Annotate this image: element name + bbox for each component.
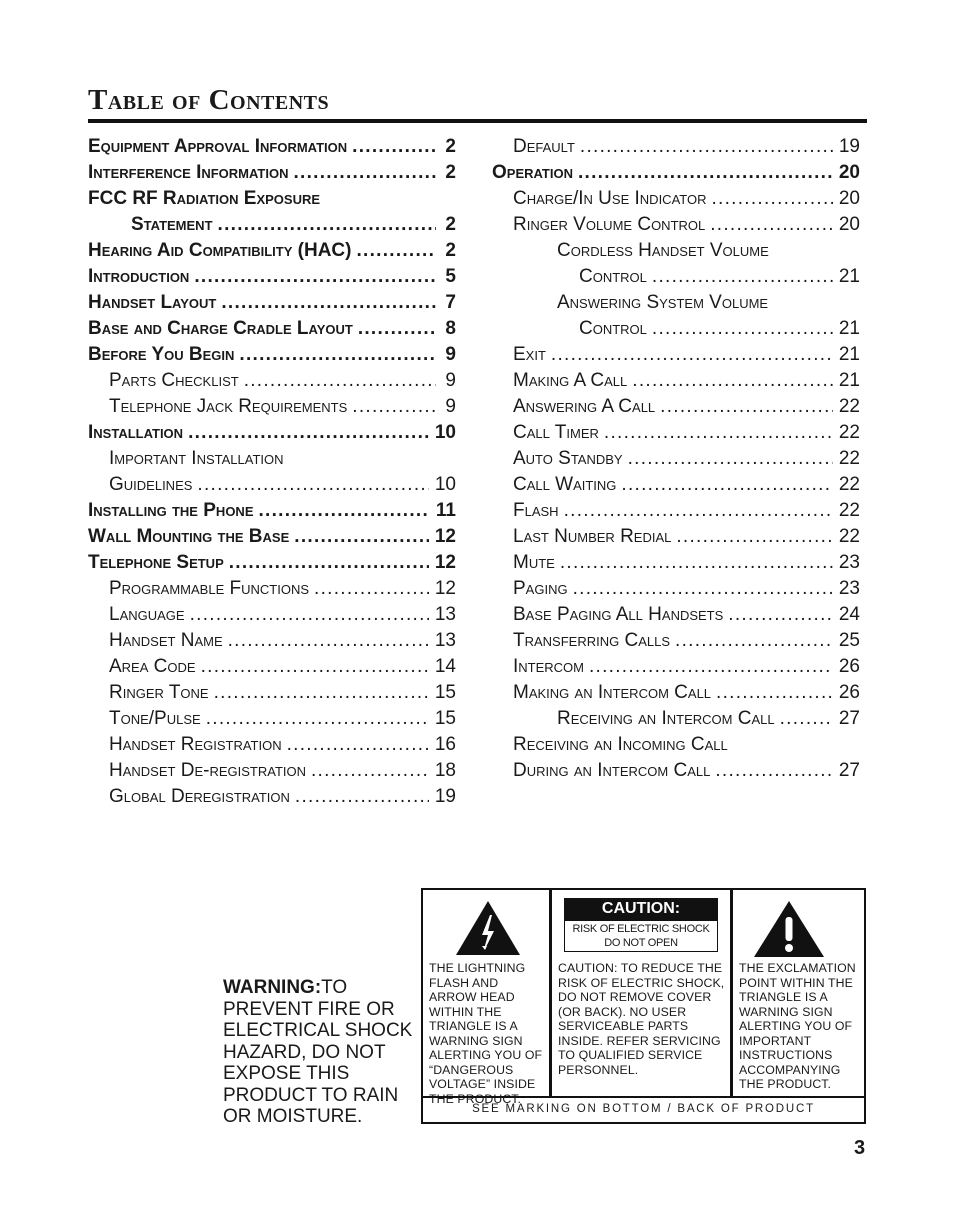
toc-entry-label: Handset Name <box>109 630 223 651</box>
toc-entry-page: 22 <box>838 500 860 521</box>
toc-entry-page: 26 <box>838 682 860 703</box>
toc-entry <box>492 576 860 602</box>
toc-entry-page: 19 <box>434 786 456 807</box>
toc-leader-dots <box>221 290 436 316</box>
toc-entry <box>88 602 456 628</box>
toc-entry-label: Answering System Volume <box>557 292 769 313</box>
toc-entry-page: 21 <box>838 266 860 287</box>
toc-entry-page: 12 <box>434 526 456 547</box>
toc-entry <box>492 706 860 732</box>
toc-entry-label: Making A Call <box>513 370 628 391</box>
toc-entry-label: Ringer Tone <box>109 682 209 703</box>
toc-entry-label: Hearing Aid Compatibility (HAC) <box>88 240 352 261</box>
toc-entry-label: Telephone Setup <box>88 552 224 573</box>
page-number: 3 <box>854 1137 866 1159</box>
toc-entry-label: Transferring Calls <box>513 630 671 651</box>
toc-leader-dots <box>728 602 833 628</box>
toc-entry <box>88 316 456 342</box>
toc-entry <box>88 628 456 654</box>
toc-entry-label: Charge/In Use Indicator <box>513 188 707 209</box>
toc-leader-dots <box>652 316 833 342</box>
toc-entry-page: 11 <box>435 500 456 521</box>
toc-leader-dots <box>206 706 429 732</box>
toc-entry-label: Equipment Approval Information <box>88 136 348 157</box>
caution-banner: CAUTION: <box>564 898 718 920</box>
toc-entry <box>492 550 860 576</box>
toc-entry-label: Receiving an Incoming Call <box>513 734 728 755</box>
toc-leader-dots <box>294 524 429 550</box>
caution-sub-line-2: DO NOT OPEN <box>604 937 678 949</box>
toc-entry-label: Ringer Volume Control <box>513 214 706 235</box>
toc-entry-page: 8 <box>445 318 456 339</box>
toc-entry-page: 27 <box>838 708 860 729</box>
toc-entry <box>492 732 860 758</box>
toc-leader-dots <box>352 394 436 420</box>
toc-entry <box>492 134 860 160</box>
toc-entry <box>492 160 860 186</box>
toc-leader-dots <box>652 264 833 290</box>
toc-entry-label: Installation <box>88 422 184 443</box>
toc-leader-dots <box>604 420 833 446</box>
toc-entry-page: 10 <box>434 422 456 443</box>
toc-entry <box>88 446 456 472</box>
toc-entry-label: Last Number Redial <box>513 526 672 547</box>
toc-entry <box>492 498 860 524</box>
toc-entry-label: Mute <box>513 552 555 573</box>
toc-entry-page: 9 <box>445 396 456 417</box>
toc-entry-label: During an Intercom Call <box>513 760 711 781</box>
toc-entry-label: Base and Charge Cradle Layout <box>88 318 353 339</box>
toc-entry-label: Parts Checklist <box>109 370 239 391</box>
toc-leader-dots <box>621 472 832 498</box>
toc-entry-page: 13 <box>434 630 456 651</box>
toc-leader-dots <box>214 680 429 706</box>
toc-entry <box>492 342 860 368</box>
toc-entry-page: 26 <box>838 656 860 677</box>
toc-entry-label: Receiving an Intercom Call <box>557 708 775 729</box>
toc-leader-dots <box>314 576 429 602</box>
toc-leader-dots <box>712 186 833 212</box>
toc-leader-dots <box>228 628 429 654</box>
toc-entry-label: Programmable Functions <box>109 578 310 599</box>
toc-entry <box>492 316 860 342</box>
toc-entry-label: Answering A Call <box>513 396 656 417</box>
toc-entry-label: Interference Information <box>88 162 289 183</box>
toc-entry-label: Area Code <box>109 656 196 677</box>
toc-leader-dots <box>201 654 429 680</box>
toc-entry-page: 20 <box>838 188 860 209</box>
toc-entry <box>88 576 456 602</box>
toc-entry <box>88 264 456 290</box>
lightning-text: THE LIGHTNING FLASH AND ARROW HEAD WITHIN THE TRIANGLE IS A WARNING SIGN ALERTING YOU OF “DANGEROUS VOLTAGE” INSIDE THE PRODUCT. <box>429 961 543 1106</box>
toc-entry <box>492 472 860 498</box>
toc-entry <box>88 472 456 498</box>
caution-cell <box>552 890 733 1096</box>
toc-entry-label: Flash <box>513 500 559 521</box>
toc-entry-page: 10 <box>434 474 456 495</box>
toc-entry-label: Base Paging All Handsets <box>513 604 724 625</box>
toc-entry-page: 22 <box>838 474 860 495</box>
toc-right-column <box>492 134 860 784</box>
toc-entry <box>88 212 456 238</box>
toc-entry-label: Telephone Jack Requirements <box>109 396 348 417</box>
toc-entry-page: 23 <box>838 578 860 599</box>
toc-leader-dots <box>188 420 429 446</box>
toc-entry-label: Handset De-registration <box>109 760 306 781</box>
toc-leader-dots <box>218 212 436 238</box>
toc-entry-page: 2 <box>445 136 456 157</box>
toc-entry <box>492 602 860 628</box>
toc-entry-label: Exit <box>513 344 546 365</box>
toc-leader-dots <box>356 238 436 264</box>
toc-entry-label: Language <box>109 604 185 625</box>
toc-entry-page: 22 <box>838 448 860 469</box>
toc-entry-label: Wall Mounting the Base <box>88 526 290 547</box>
toc-entry <box>88 498 456 524</box>
toc-leader-dots <box>259 498 430 524</box>
toc-entry-page: 24 <box>838 604 860 625</box>
toc-entry-label: Making an Intercom Call <box>513 682 712 703</box>
toc-entry-page: 20 <box>838 162 860 183</box>
toc-entry-label: Operation <box>492 162 573 183</box>
toc-entry-page: 21 <box>838 344 860 365</box>
toc-leader-dots <box>632 368 833 394</box>
toc-entry-label: Call Waiting <box>513 474 617 495</box>
toc-leader-dots <box>716 680 833 706</box>
toc-entry-label: FCC RF Radiation Exposure <box>88 188 321 209</box>
toc-entry <box>492 290 860 316</box>
toc-entry-label: Guidelines <box>109 474 193 495</box>
toc-entry-label: Global Deregistration <box>109 786 290 807</box>
toc-entry <box>492 212 860 238</box>
toc-entry <box>492 654 860 680</box>
toc-entry-label: Control <box>579 318 647 339</box>
toc-entry-page: 5 <box>445 266 456 287</box>
toc-entry <box>492 394 860 420</box>
warning-lead: WARNING: <box>223 977 322 998</box>
toc-entry <box>88 342 456 368</box>
toc-entry-page: 27 <box>838 760 860 781</box>
toc-leader-dots <box>551 342 833 368</box>
toc-entry-page: 15 <box>434 682 456 703</box>
toc-entry-page: 2 <box>445 240 456 261</box>
toc-entry-page: 7 <box>445 292 456 313</box>
toc-entry <box>492 186 860 212</box>
toc-entry <box>88 420 456 446</box>
caution-footer: SEE MARKING ON BOTTOM / BACK OF PRODUCT <box>423 1096 864 1122</box>
toc-entry-label: Tone/Pulse <box>109 708 201 729</box>
toc-entry <box>88 758 456 784</box>
exclamation-cell <box>733 890 864 1096</box>
toc-leader-dots <box>358 316 436 342</box>
toc-entry <box>492 420 860 446</box>
warning-notice <box>223 977 418 1128</box>
toc-entry <box>88 160 456 186</box>
toc-entry <box>88 732 456 758</box>
toc-entry <box>88 550 456 576</box>
toc-entry <box>88 680 456 706</box>
toc-leader-dots <box>564 498 833 524</box>
toc-entry-page: 12 <box>434 552 456 573</box>
toc-entry-page: 18 <box>434 760 456 781</box>
toc-leader-dots <box>580 134 833 160</box>
toc-leader-dots <box>715 758 833 784</box>
toc-entry-page: 16 <box>434 734 456 755</box>
lightning-cell <box>423 890 552 1106</box>
toc-entry-label: Auto Standby <box>513 448 623 469</box>
toc-entry <box>492 628 860 654</box>
toc-entry-page: 12 <box>434 578 456 599</box>
title-rule <box>88 119 867 123</box>
warning-body: TO PREVENT FIRE OR ELECTRICAL SHOCK HAZARD, DO NOT EXPOSE THIS PRODUCT TO RAIN OR MOISTURE. <box>223 977 413 1127</box>
toc-entry <box>492 680 860 706</box>
toc-entry-label: Call Timer <box>513 422 599 443</box>
toc-entry-label: Installing the Phone <box>88 500 254 521</box>
toc-leader-dots <box>239 342 436 368</box>
toc-entry <box>88 784 456 810</box>
toc-entry-label: Statement <box>131 214 213 235</box>
toc-entry-page: 9 <box>445 344 456 365</box>
toc-leader-dots <box>311 758 429 784</box>
caution-subtext <box>564 920 718 952</box>
caution-text: CAUTION: TO REDUCE THE RISK OF ELECTRIC SHOCK, DO NOT REMOVE COVER (OR BACK). NO USER SERVICEABLE PARTS INSIDE. REFER SERVICING TO QUALIFIED SERVICE PERSONNEL. <box>558 961 725 1077</box>
toc-leader-dots <box>295 784 429 810</box>
toc-entry-label: Handset Registration <box>109 734 282 755</box>
toc-entry-page: 13 <box>434 604 456 625</box>
toc-entry-page: 9 <box>445 370 456 391</box>
toc-entry <box>88 654 456 680</box>
toc-entry <box>88 186 456 212</box>
toc-leader-dots <box>578 160 833 186</box>
toc-entry-page: 22 <box>838 396 860 417</box>
toc-entry <box>492 368 860 394</box>
toc-entry-label: Default <box>513 136 575 157</box>
toc-entry-page: 25 <box>838 630 860 651</box>
toc-leader-dots <box>660 394 833 420</box>
toc-leader-dots <box>287 732 429 758</box>
toc-leader-dots <box>780 706 833 732</box>
toc-entry-page: 23 <box>838 552 860 573</box>
toc-entry-page: 22 <box>838 422 860 443</box>
toc-entry <box>88 524 456 550</box>
toc-entry-label: Important Installation <box>109 448 284 469</box>
toc-entry <box>492 758 860 784</box>
toc-entry <box>492 238 860 264</box>
toc-leader-dots <box>676 524 832 550</box>
toc-entry <box>88 706 456 732</box>
lightning-triangle-icon <box>454 899 522 957</box>
toc-entry <box>88 290 456 316</box>
toc-leader-dots <box>573 576 833 602</box>
exclamation-text: THE EXCLAMATION POINT WITHIN THE TRIANGLE IS A WARNING SIGN ALERTING YOU OF IMPORTANT INSTRUCTIONS ACCOMPANYING THE PRODUCT. <box>739 961 856 1091</box>
toc-leader-dots <box>190 602 429 628</box>
page-title: Table of Contents <box>88 84 330 116</box>
toc-leader-dots <box>194 264 436 290</box>
exclamation-triangle-icon <box>752 899 826 959</box>
toc-leader-dots <box>560 550 833 576</box>
toc-leader-dots <box>589 654 833 680</box>
toc-entry-label: Paging <box>513 578 568 599</box>
caution-label-box <box>421 888 866 1124</box>
toc-leader-dots <box>244 368 436 394</box>
toc-entry-label: Intercom <box>513 656 584 677</box>
toc-entry-label: Introduction <box>88 266 190 287</box>
toc-entry <box>88 238 456 264</box>
toc-entry-page: 21 <box>838 370 860 391</box>
toc-entry-page: 2 <box>445 214 456 235</box>
toc-entry-page: 20 <box>838 214 860 235</box>
toc-entry-label: Before You Begin <box>88 344 235 365</box>
toc-entry <box>492 524 860 550</box>
toc-leader-dots <box>197 472 428 498</box>
toc-entry-page: 21 <box>838 318 860 339</box>
toc-leader-dots <box>675 628 833 654</box>
toc-entry-page: 14 <box>434 656 456 677</box>
toc-entry-label: Handset Layout <box>88 292 217 313</box>
caution-sub-line-1: RISK OF ELECTRIC SHOCK <box>572 923 710 935</box>
toc-entry <box>88 394 456 420</box>
toc-entry <box>88 368 456 394</box>
toc-leader-dots <box>352 134 436 160</box>
toc-entry-page: 19 <box>838 136 860 157</box>
toc-entry <box>88 134 456 160</box>
toc-leader-dots <box>710 212 833 238</box>
toc-entry-page: 15 <box>434 708 456 729</box>
toc-entry <box>492 446 860 472</box>
toc-entry-page: 22 <box>838 526 860 547</box>
toc-entry <box>492 264 860 290</box>
toc-left-column <box>88 134 456 810</box>
toc-leader-dots <box>628 446 833 472</box>
toc-entry-page: 2 <box>445 162 456 183</box>
toc-leader-dots <box>229 550 429 576</box>
toc-leader-dots <box>293 160 436 186</box>
toc-entry-label: Cordless Handset Volume <box>557 240 769 261</box>
toc-entry-label: Control <box>579 266 647 287</box>
